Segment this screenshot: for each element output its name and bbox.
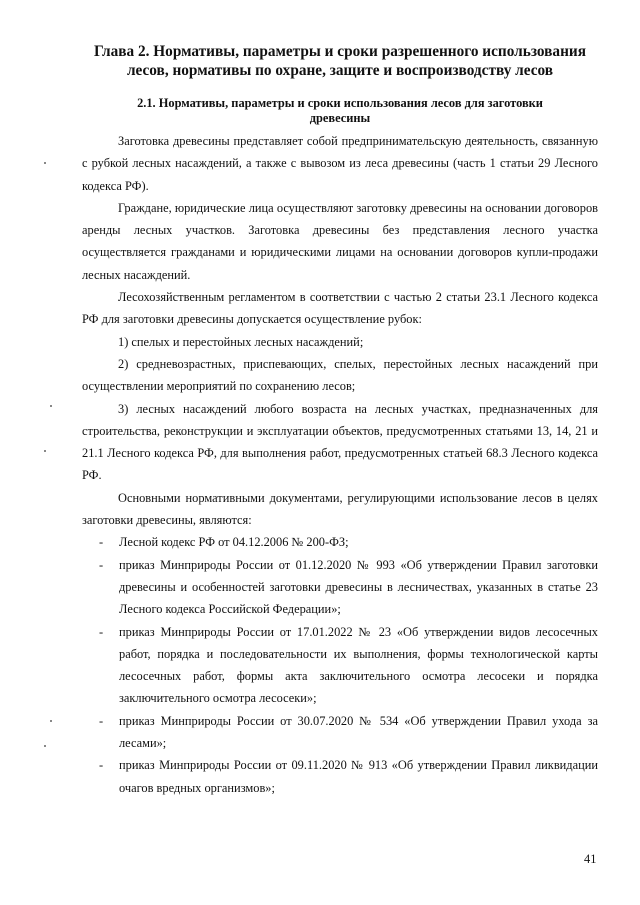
list-dash: - xyxy=(99,557,104,572)
list-item-text: Лесной кодекс РФ от 04.12.2006 № 200-ФЗ; xyxy=(119,535,349,550)
paragraph: 3) лесных насаждений любого возраста на лесных участках, предназначенных для строительства, реконструкции и эксплуатации объектов, предусмотренных статьями 13, 14, 21 и 21.1 Лесного кодекса РФ, для выполнения работ, предусмотренных статьей 68.3 Лесного кодекса РФ. xyxy=(82,401,598,483)
list-item-text: приказ Минприроды России от 17.01.2022 № 23 «Об утверждении видов лесосечных работ, порядка и последовательности их выполнения, формы технологической карты лесосечных работ, формы акта заключительного осмотра лесосеки и порядка заключительного осмотра лесосеки»; xyxy=(119,624,598,706)
paragraph: 1) спелых и перестойных лесных насаждений; xyxy=(118,334,364,349)
page-number: 41 xyxy=(584,852,597,866)
list-item xyxy=(82,531,598,553)
scan-speck xyxy=(50,405,52,407)
paragraph: Основными нормативными документами, регулирующими использование лесов в целях заготовки древесины, являются: xyxy=(82,490,598,528)
scan-speck xyxy=(50,720,52,722)
paragraph: Лесохозяйственным регламентом в соответствии с частью 2 статьи 23.1 Лесного кодекса РФ для заготовки древесины допускается осуществление рубок: xyxy=(82,290,598,327)
paragraph: Заготовка древесины представляет собой предпринимательскую деятельность, связанную с рубкой лесных насаждений, а также с вывозом из леса древесины (часть 1 статьи 29 Лесного кодекса РФ). xyxy=(82,134,598,193)
list-item-text: приказ Минприроды России от 30.07.2020 № 534 «Об утверждении Правил ухода за лесами»; xyxy=(119,713,598,751)
list-item-text: приказ Минприроды России от 01.12.2020 № 993 «Об утверждении Правил заготовки древесины и особенностей заготовки древесины в лесничествах, указанных в статье 23 Лесного кодекса Российской Федерации»; xyxy=(119,557,598,617)
scan-speck xyxy=(44,745,46,747)
scan-speck xyxy=(44,162,46,164)
list-item-text: приказ Минприроды России от 09.11.2020 № 913 «Об утверждении Правил ликвидации очагов вредных организмов»; xyxy=(119,758,598,795)
document-body xyxy=(82,130,598,799)
list-dash: - xyxy=(99,713,104,728)
list-dash: - xyxy=(99,624,104,639)
chapter-title: Глава 2. Нормативы, параметры и сроки разрешенного использования лесов, нормативы по охране, защите и воспроизводству лесов xyxy=(94,43,586,79)
paragraph: 2) средневозрастных, приспевающих, спелых, перестойных лесных насаждений при осуществлении мероприятий по сохранению лесов; xyxy=(82,356,598,394)
list-dash: - xyxy=(99,758,104,773)
list-item xyxy=(82,754,598,799)
list-item xyxy=(82,710,598,755)
section-title: 2.1. Нормативы, параметры и сроки использования лесов для заготовки древесины xyxy=(137,96,543,125)
list-dash: - xyxy=(99,535,104,550)
regulations-list xyxy=(82,531,598,799)
paragraph: Граждане, юридические лица осуществляют заготовку древесины на основании договоров аренды лесных участков. Заготовка древесины без представления лесного участка осуществляется гражданами и юридическими лицами на основании договоров купли-продажи лесных насаждений. xyxy=(82,200,598,282)
scan-speck xyxy=(44,450,46,452)
list-item xyxy=(82,621,598,710)
list-item xyxy=(82,554,598,621)
